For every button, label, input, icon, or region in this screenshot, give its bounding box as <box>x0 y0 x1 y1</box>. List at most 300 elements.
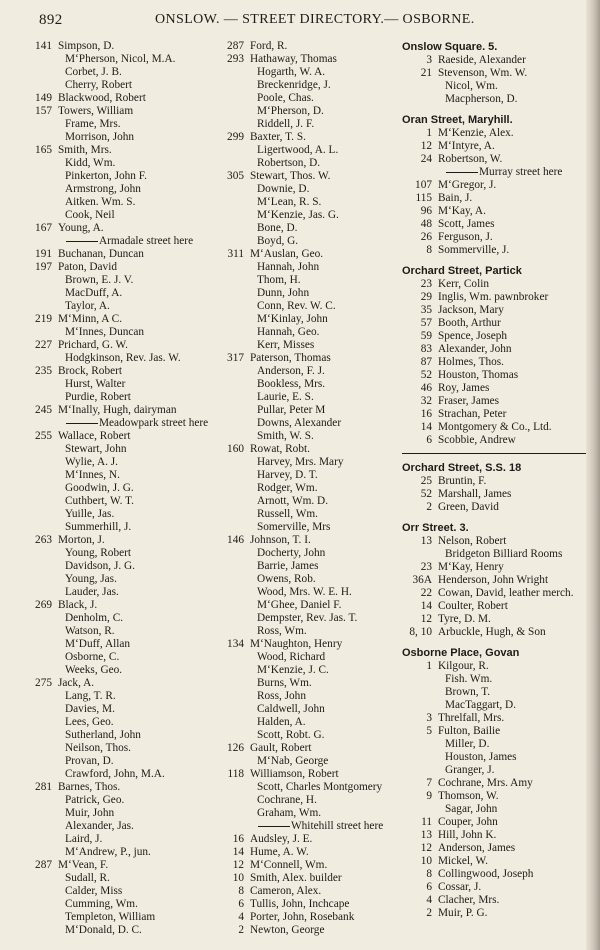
house-number <box>214 456 250 469</box>
house-number: 6 <box>426 881 432 893</box>
house-number <box>22 66 58 79</box>
house-number: 35 <box>420 304 432 316</box>
directory-entry <box>402 369 590 382</box>
directory-entry <box>214 755 406 768</box>
house-number <box>214 365 250 378</box>
resident-name: Brown, T. <box>445 686 491 698</box>
resident-name: Clacher, Mrs. <box>438 894 500 906</box>
resident-name: Patrick, Geo. <box>65 794 125 806</box>
directory-entry <box>22 365 212 378</box>
directory-entry <box>402 561 590 574</box>
directory-entry <box>22 92 212 105</box>
resident-name: Black, J. <box>58 599 98 611</box>
directory-entry <box>22 131 212 144</box>
house-number <box>22 469 58 482</box>
resident-name: Prichard, G. W. <box>58 339 128 351</box>
resident-name: Rodger, Wm. <box>257 482 318 494</box>
house-number <box>214 404 250 417</box>
house-number: 14 <box>420 421 432 433</box>
directory-entry <box>214 313 406 326</box>
directory-entry <box>402 127 590 140</box>
house-number <box>22 417 58 430</box>
house-number <box>22 560 58 573</box>
resident-name: Scott, Charles Montgomery <box>257 781 383 793</box>
house-number <box>22 885 58 898</box>
resident-name: Ross, John <box>257 690 306 702</box>
directory-entry <box>402 330 590 343</box>
house-number <box>214 209 250 222</box>
house-number <box>214 612 250 625</box>
resident-name: Green, David <box>438 501 499 513</box>
directory-entry <box>214 118 406 131</box>
resident-name: Goodwin, J. G. <box>65 482 134 494</box>
resident-name: Fraser, James <box>438 395 500 407</box>
house-number: 24 <box>420 153 432 165</box>
resident-name: Armstrong, John <box>65 183 141 195</box>
resident-name: Cumming, Wm. <box>65 898 138 910</box>
resident-name: Morton, J. <box>58 534 105 546</box>
house-number <box>22 612 58 625</box>
house-number <box>402 686 438 699</box>
resident-name: Hogarth, W. A. <box>257 66 326 78</box>
house-number <box>22 703 58 716</box>
directory-entry <box>214 560 406 573</box>
house-number <box>214 508 250 521</box>
resident-name: Cuthbert, W. T. <box>65 495 134 507</box>
house-number <box>22 170 58 183</box>
resident-name: Graham, Wm. <box>257 807 322 819</box>
directory-entry <box>214 495 406 508</box>
directory-entry <box>214 794 406 807</box>
directory-entry <box>402 881 590 894</box>
house-number: 255 <box>35 430 52 442</box>
house-number <box>214 326 250 339</box>
directory-entry <box>402 764 590 777</box>
resident-name: Bookless, Mrs. <box>257 378 326 390</box>
house-number <box>22 508 58 521</box>
directory-entry <box>214 690 406 703</box>
house-number: 8 <box>238 885 244 897</box>
directory-entry <box>214 300 406 313</box>
resident-name: Kerr, Misses <box>257 339 315 351</box>
resident-name: Poole, Chas. <box>257 92 314 104</box>
directory-entry <box>214 144 406 157</box>
directory-entry <box>214 768 406 781</box>
house-number <box>22 794 58 807</box>
house-number <box>402 803 438 816</box>
resident-name: Marshall, James <box>438 488 512 500</box>
resident-name: Taylor, A. <box>65 300 110 312</box>
directory-entry <box>214 170 406 183</box>
resident-name: Fish. Wm. <box>445 673 493 685</box>
house-number <box>22 911 58 924</box>
resident-name: Gault, Robert <box>250 742 312 754</box>
directory-entry <box>22 651 212 664</box>
resident-name: Dunn, John <box>257 287 310 299</box>
directory-entry <box>214 79 406 92</box>
street-heading: Orchard Street, Partick <box>402 265 522 277</box>
house-number <box>402 673 438 686</box>
house-number: 13 <box>420 829 432 841</box>
house-number: 118 <box>227 768 244 780</box>
resident-name: M‘Innes, Duncan <box>65 326 145 338</box>
resident-name: M‘Andrew, P., jun. <box>65 846 151 858</box>
house-number <box>22 755 58 768</box>
directory-entry <box>22 872 212 885</box>
house-number <box>402 764 438 777</box>
directory-entry <box>22 794 212 807</box>
house-number: 96 <box>420 205 432 217</box>
house-number <box>214 781 250 794</box>
house-number <box>214 755 250 768</box>
house-number <box>22 287 58 300</box>
resident-name: M‘Connell, Wm. <box>250 859 328 871</box>
resident-name: Lees, Geo. <box>65 716 114 728</box>
directory-entry <box>22 300 212 313</box>
resident-name: MacTaggart, D. <box>445 699 517 711</box>
directory-entry <box>214 352 406 365</box>
directory-entry <box>214 40 406 53</box>
house-number <box>22 638 58 651</box>
directory-entry <box>214 287 406 300</box>
house-number: 2 <box>238 924 244 936</box>
directory-entry <box>22 898 212 911</box>
house-number: 275 <box>35 677 52 689</box>
resident-name: Spence, Joseph <box>438 330 508 342</box>
resident-name: Buchanan, Duncan <box>58 248 144 260</box>
house-number: 9 <box>426 790 432 802</box>
house-number: 52 <box>420 369 432 381</box>
house-number: 14 <box>420 600 432 612</box>
resident-name: Threlfall, Mrs. <box>438 712 505 724</box>
page-number: 892 <box>39 12 63 28</box>
house-number <box>214 157 250 170</box>
house-number <box>22 924 58 937</box>
house-number <box>214 573 250 586</box>
resident-name: Wood, Mrs. W. E. H. <box>257 586 352 598</box>
house-number <box>22 456 58 469</box>
house-number: 149 <box>35 92 52 104</box>
house-number: 21 <box>420 67 432 79</box>
directory-entry <box>402 317 590 330</box>
house-number: 26 <box>420 231 432 243</box>
house-number: 146 <box>227 534 244 546</box>
street-heading: Onslow Square. 5. <box>402 41 498 53</box>
house-number: 48 <box>420 218 432 230</box>
resident-name: Blackwood, Robert <box>58 92 146 104</box>
resident-name: Hannah, John <box>257 261 320 273</box>
directory-entry <box>22 911 212 924</box>
resident-name: M‘Kenzie, Jas. G. <box>257 209 339 221</box>
directory-entry <box>402 488 590 501</box>
house-number: 29 <box>420 291 432 303</box>
resident-name: M‘Pherson, Nicol, M.A. <box>65 53 176 65</box>
directory-entry <box>214 898 406 911</box>
directory-entry <box>402 54 590 67</box>
house-number <box>214 586 250 599</box>
resident-name: Jack, A. <box>58 677 95 689</box>
resident-name: Cameron, Alex. <box>250 885 322 897</box>
directory-entry <box>22 404 212 417</box>
house-number <box>214 794 250 807</box>
house-number: 25 <box>420 475 432 487</box>
house-number <box>214 521 250 534</box>
resident-name: Smith, Mrs. <box>58 144 112 156</box>
resident-name: Granger, J. <box>445 764 495 776</box>
resident-name: Denholm, C. <box>65 612 124 624</box>
house-number: 2 <box>426 907 432 919</box>
directory-entry <box>214 105 406 118</box>
resident-name: Sommerville, J. <box>438 244 510 256</box>
house-number <box>214 183 250 196</box>
house-number <box>214 196 250 209</box>
directory-entry <box>214 391 406 404</box>
directory-entry <box>402 356 590 369</box>
directory-entry <box>22 729 212 742</box>
house-number: 12 <box>420 842 432 854</box>
house-number <box>22 482 58 495</box>
house-number: 311 <box>227 248 244 260</box>
house-number <box>22 209 58 222</box>
resident-name: Anderson, James <box>438 842 516 854</box>
cross-street-note <box>214 820 406 833</box>
house-number: 4 <box>238 911 244 923</box>
street-heading: Orr Street. 3. <box>402 522 469 534</box>
resident-name: Cochrane, H. <box>257 794 317 806</box>
directory-entry <box>214 729 406 742</box>
directory-entry <box>402 894 590 907</box>
house-number <box>214 144 250 157</box>
directory-entry <box>22 326 212 339</box>
resident-name: Sagar, John <box>445 803 498 815</box>
directory-column-3 <box>402 40 590 920</box>
house-number: 134 <box>227 638 244 650</box>
directory-entry <box>402 475 590 488</box>
resident-name: Scobbie, Andrew <box>438 434 516 446</box>
resident-name: Alexander, John <box>438 343 512 355</box>
resident-name: Somerville, Mrs <box>257 521 331 533</box>
house-number: 8 <box>426 868 432 880</box>
resident-name <box>250 820 406 833</box>
directory-entry <box>22 586 212 599</box>
resident-name: M‘Kenzie, Alex. <box>438 127 514 139</box>
resident-name: MacDuff, A. <box>65 287 123 299</box>
resident-name: Hume, A. W. <box>250 846 309 858</box>
house-number: 191 <box>35 248 52 260</box>
directory-entry <box>402 686 590 699</box>
resident-name: Smith, W. S. <box>257 430 314 442</box>
directory-entry <box>22 287 212 300</box>
resident-name: Bruntin, F. <box>438 475 487 487</box>
house-number <box>214 92 250 105</box>
resident-name: M‘Ghee, Daniel F. <box>257 599 342 611</box>
resident-name: Cowan, David, leather merch. <box>438 587 574 599</box>
house-number <box>22 118 58 131</box>
directory-entry <box>22 53 212 66</box>
resident-name: Crawford, John, M.A. <box>65 768 165 780</box>
directory-entry <box>214 417 406 430</box>
house-number: 5 <box>426 725 432 737</box>
street-heading: Osborne Place, Govan <box>402 647 520 659</box>
resident-name: Aitken. Wm. S. <box>65 196 136 208</box>
house-number <box>214 339 250 352</box>
resident-name: Couper, John <box>438 816 498 828</box>
house-number <box>214 261 250 274</box>
house-number <box>22 157 58 170</box>
resident-name: Muir, P. G. <box>438 907 488 919</box>
house-number: 197 <box>35 261 52 273</box>
resident-name: Hannah, Geo. <box>257 326 320 338</box>
resident-name: Thom, H. <box>257 274 301 286</box>
house-number: 23 <box>420 278 432 290</box>
directory-entry <box>402 868 590 881</box>
resident-name: Stewart, John <box>65 443 127 455</box>
directory-entry <box>402 816 590 829</box>
resident-name: Nicol, Wm. <box>445 80 498 92</box>
resident-name: Nelson, Robert <box>438 535 507 547</box>
directory-entry <box>22 105 212 118</box>
house-number <box>402 93 438 106</box>
directory-entry <box>402 67 590 80</box>
resident-name: Summerhill, J. <box>65 521 132 533</box>
resident-name: Young, Robert <box>65 547 132 559</box>
resident-name: Paterson, Thomas <box>250 352 331 364</box>
directory-entry <box>22 885 212 898</box>
house-number: 126 <box>227 742 244 754</box>
resident-name: Stevenson, Wm. W. <box>438 67 528 79</box>
house-number: 167 <box>35 222 52 234</box>
house-number <box>214 313 250 326</box>
house-number: 13 <box>420 535 432 547</box>
directory-entry <box>22 40 212 53</box>
directory-entry <box>402 93 590 106</box>
house-number: 16 <box>420 408 432 420</box>
directory-entry <box>214 92 406 105</box>
house-number: 12 <box>420 140 432 152</box>
directory-entry <box>22 183 212 196</box>
resident-name: Miller, D. <box>445 738 490 750</box>
house-number <box>214 300 250 313</box>
house-number <box>22 807 58 820</box>
directory-entry <box>214 586 406 599</box>
directory-entry <box>22 391 212 404</box>
house-number: 83 <box>420 343 432 355</box>
resident-name: Muir, John <box>65 807 115 819</box>
directory-entry <box>214 651 406 664</box>
resident-name: Newton, George <box>250 924 325 936</box>
house-number: 10 <box>420 855 432 867</box>
house-number: 36A <box>412 574 432 586</box>
directory-entry <box>214 924 406 937</box>
house-number: 317 <box>227 352 244 364</box>
resident-name: Towers, William <box>58 105 134 117</box>
resident-name: Booth, Arthur <box>438 317 501 329</box>
house-number: 115 <box>415 192 432 204</box>
house-number: 22 <box>420 587 432 599</box>
directory-entry <box>402 231 590 244</box>
directory-entry <box>214 443 406 456</box>
resident-name: Bone, D. <box>257 222 298 234</box>
resident-name: Bain, J. <box>438 192 473 204</box>
leader-dash <box>446 172 478 173</box>
directory-entry <box>402 907 590 920</box>
directory-entry <box>214 456 406 469</box>
directory-entry <box>22 456 212 469</box>
directory-entry <box>22 599 212 612</box>
house-number: 287 <box>227 40 244 52</box>
resident-name: M‘Kenzie, J. C. <box>257 664 329 676</box>
directory-entry <box>22 209 212 222</box>
directory-entry <box>214 612 406 625</box>
directory-entry <box>22 118 212 131</box>
directory-entry <box>22 573 212 586</box>
directory-entry <box>214 326 406 339</box>
directory-entry <box>214 664 406 677</box>
resident-name: Wallace, Robert <box>58 430 131 442</box>
house-number: 1 <box>426 660 432 672</box>
resident-name: Harvey, D. T. <box>257 469 318 481</box>
house-number <box>22 352 58 365</box>
house-number <box>214 235 250 248</box>
house-number: 281 <box>35 781 52 793</box>
directory-entry <box>402 408 590 421</box>
house-number: 12 <box>420 613 432 625</box>
resident-name: Bridgeton Billiard Rooms <box>445 548 563 560</box>
resident-name: Collingwood, Joseph <box>438 868 534 880</box>
resident-name: Kerr, Colin <box>438 278 490 290</box>
resident-name: Ross, Wm. <box>257 625 307 637</box>
resident-name: Cherry, Robert <box>65 79 133 91</box>
resident-name: Tyre, D. M. <box>438 613 491 625</box>
directory-entry <box>402 842 590 855</box>
directory-entry <box>214 781 406 794</box>
directory-entry <box>214 703 406 716</box>
house-number: 299 <box>227 131 244 143</box>
directory-entry <box>214 846 406 859</box>
cross-street-note <box>22 417 212 430</box>
resident-name: Scott, Robt. G. <box>257 729 325 741</box>
house-number <box>214 625 250 638</box>
house-number <box>214 820 250 833</box>
directory-entry <box>214 859 406 872</box>
directory-entry <box>402 153 590 166</box>
house-number <box>214 274 250 287</box>
directory-entry <box>214 248 406 261</box>
house-number: 6 <box>238 898 244 910</box>
house-number <box>22 820 58 833</box>
directory-entry <box>22 248 212 261</box>
directory-entry <box>214 183 406 196</box>
resident-name: Raeside, Alexander <box>438 54 526 66</box>
house-number <box>22 391 58 404</box>
directory-entry <box>402 613 590 626</box>
directory-entry <box>22 430 212 443</box>
directory-entry <box>22 664 212 677</box>
directory-entry <box>22 547 212 560</box>
resident-name: Calder, Miss <box>65 885 123 897</box>
directory-entry <box>22 352 212 365</box>
resident-name: Purdie, Robert <box>65 391 131 403</box>
resident-name: M‘Kinlay, John <box>257 313 328 325</box>
directory-entry <box>22 625 212 638</box>
house-number: 160 <box>227 443 244 455</box>
resident-name: Porter, John, Rosebank <box>250 911 355 923</box>
house-number <box>214 599 250 612</box>
house-number <box>22 898 58 911</box>
house-number <box>22 378 58 391</box>
resident-name: Sutherland, John <box>65 729 141 741</box>
resident-name: Montgomery & Co., Ltd. <box>438 421 552 433</box>
